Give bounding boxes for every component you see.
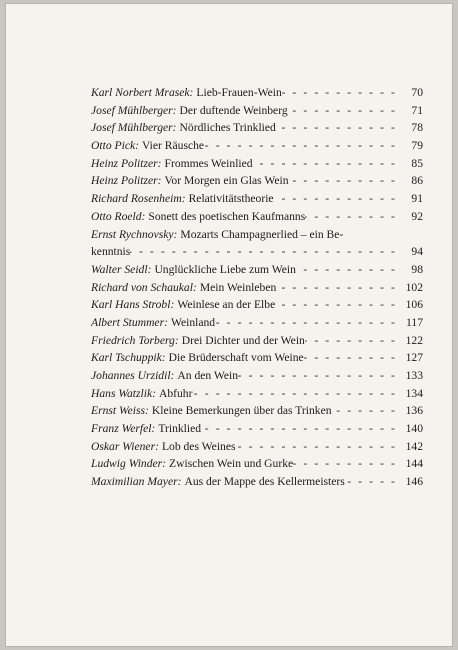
toc-author: Johannes Urzidil: [91, 369, 175, 382]
toc-title: Kleine Bemerkungen über das Trinken [151, 404, 332, 418]
toc-leader [293, 455, 401, 473]
toc-title: Weinland [170, 315, 216, 329]
toc-entry [91, 102, 423, 120]
toc-entry [91, 208, 423, 226]
toc-leader [238, 367, 401, 385]
toc-title: Vor Morgen ein Glas Wein [164, 174, 289, 188]
toc-leader [204, 137, 401, 155]
toc-title: Drei Dichter und der Wein [181, 333, 305, 347]
toc-leader [332, 402, 401, 420]
toc-leader [305, 208, 401, 226]
toc-page-number: 79 [411, 139, 423, 153]
toc-title: Vier Räusche [141, 139, 205, 153]
toc-title: Mozarts Champagnerlied – ein Be- [180, 227, 344, 241]
toc-entry [91, 261, 423, 279]
toc-entry-continuation [91, 243, 423, 261]
toc-title: Nördliches Trinklied [179, 121, 276, 135]
toc-title: Aus der Mappe des Kellermeisters [184, 475, 345, 489]
toc-title: Trinklied [158, 422, 202, 436]
toc-author: Richard Rosenheim: [91, 192, 186, 206]
toc-author: Otto Pick: [91, 139, 139, 153]
toc-entry [91, 226, 423, 244]
toc-author: Ernst Weiss: [91, 404, 149, 418]
toc-page-number: 140 [405, 422, 423, 436]
toc-page-number: 70 [411, 86, 423, 99]
toc-entry [91, 155, 423, 173]
toc-title: Die Brüderschaft vom Weine [168, 351, 304, 365]
toc-author: Richard von Schaukal: [91, 280, 197, 294]
toc-page-number: 106 [405, 298, 423, 312]
toc-page-number: 71 [411, 103, 423, 117]
toc-entry [91, 314, 423, 332]
toc-entry [91, 279, 423, 297]
toc-leader [296, 261, 401, 279]
toc-entry [91, 455, 423, 473]
toc-entry [91, 84, 423, 102]
toc-page-number: 94 [411, 245, 423, 259]
toc-author: Ernst Rychnovsky: [91, 227, 178, 241]
toc-title: Zwischen Wein und Gurke [169, 457, 294, 471]
toc-title: Mein Weinleben [199, 280, 277, 294]
toc-page-number: 86 [411, 174, 423, 188]
toc-leader [236, 438, 402, 456]
toc-entry [91, 402, 423, 420]
toc-page-number: 78 [411, 121, 423, 135]
table-of-contents [91, 84, 423, 491]
toc-title: An den Wein [177, 369, 239, 382]
toc-author: Josef Mühlberger: [91, 103, 177, 117]
toc-leader [276, 279, 401, 297]
toc-entry [91, 190, 423, 208]
toc-page-number: 122 [405, 333, 423, 347]
toc-leader [274, 190, 401, 208]
toc-entry [91, 438, 423, 456]
toc-title: Lob des Weines [161, 439, 236, 453]
book-page [6, 4, 452, 646]
toc-author: Karl Tschuppik: [91, 351, 166, 365]
toc-leader [130, 243, 401, 261]
toc-leader [253, 155, 401, 173]
toc-title: Sonett des poetischen Kaufmanns [148, 209, 306, 223]
toc-author: Friedrich Torberg: [91, 333, 179, 347]
toc-author: Otto Roeld: [91, 209, 146, 223]
toc-page-number: 144 [405, 457, 423, 471]
toc-author: Karl Norbert Mrasek: [91, 86, 194, 99]
toc-leader [304, 349, 401, 367]
toc-leader [275, 296, 401, 314]
toc-author: Albert Stummer: [91, 315, 168, 329]
toc-leader [215, 314, 401, 332]
toc-entry [91, 119, 423, 137]
toc-page-number: 102 [405, 280, 423, 294]
toc-author: Heinz Politzer: [91, 174, 162, 188]
toc-author: Heinz Politzer: [91, 156, 162, 170]
toc-author: Walter Seidl: [91, 262, 152, 276]
toc-author: Oskar Wiener: [91, 439, 159, 453]
toc-author: Josef Mühlberger: [91, 121, 177, 135]
toc-title: Weinlese an der Elbe [177, 298, 276, 312]
toc-page-number: 142 [405, 439, 423, 453]
toc-entry [91, 349, 423, 367]
toc-title: Abfuhr [158, 386, 193, 400]
toc-page-number: 133 [405, 369, 423, 382]
toc-title-continuation: kenntnis [91, 245, 131, 259]
toc-entry [91, 296, 423, 314]
toc-page-number: 117 [406, 315, 423, 329]
toc-entry [91, 332, 423, 350]
toc-author: Hans Watzlik: [91, 386, 156, 400]
toc-title: Der duftende Weinberg [179, 103, 288, 117]
toc-page-number: 136 [405, 404, 423, 418]
toc-entry [91, 172, 423, 190]
toc-leader [282, 84, 401, 102]
toc-leader [305, 332, 401, 350]
toc-title: Relativitätstheorie [188, 192, 274, 206]
toc-page-number: 85 [411, 156, 423, 170]
toc-entry [91, 420, 423, 438]
toc-entry [91, 385, 423, 403]
toc-author: Ludwig Winder: [91, 457, 167, 471]
toc-page-number: 91 [411, 192, 423, 206]
toc-title: Lieb-Frauen-Wein [196, 86, 282, 99]
toc-leader [288, 102, 401, 120]
toc-leader [289, 172, 401, 190]
toc-page-number: 134 [405, 386, 423, 400]
toc-entry [91, 367, 423, 385]
toc-page-number: 92 [411, 209, 423, 223]
toc-author: Maximilian Mayer: [91, 475, 182, 489]
toc-leader [192, 385, 401, 403]
toc-leader [201, 420, 401, 438]
toc-entry [91, 137, 423, 155]
toc-page-number: 146 [405, 475, 423, 489]
toc-title: Frommes Weinlied [164, 156, 253, 170]
toc-leader [345, 473, 401, 491]
toc-leader [276, 119, 401, 137]
toc-title: Unglückliche Liebe zum Wein [154, 262, 296, 276]
toc-author: Karl Hans Strobl: [91, 298, 175, 312]
toc-author: Franz Werfel: [91, 422, 156, 436]
toc-page-number: 98 [411, 262, 423, 276]
toc-page-number: 127 [405, 351, 423, 365]
toc-entry [91, 473, 423, 491]
